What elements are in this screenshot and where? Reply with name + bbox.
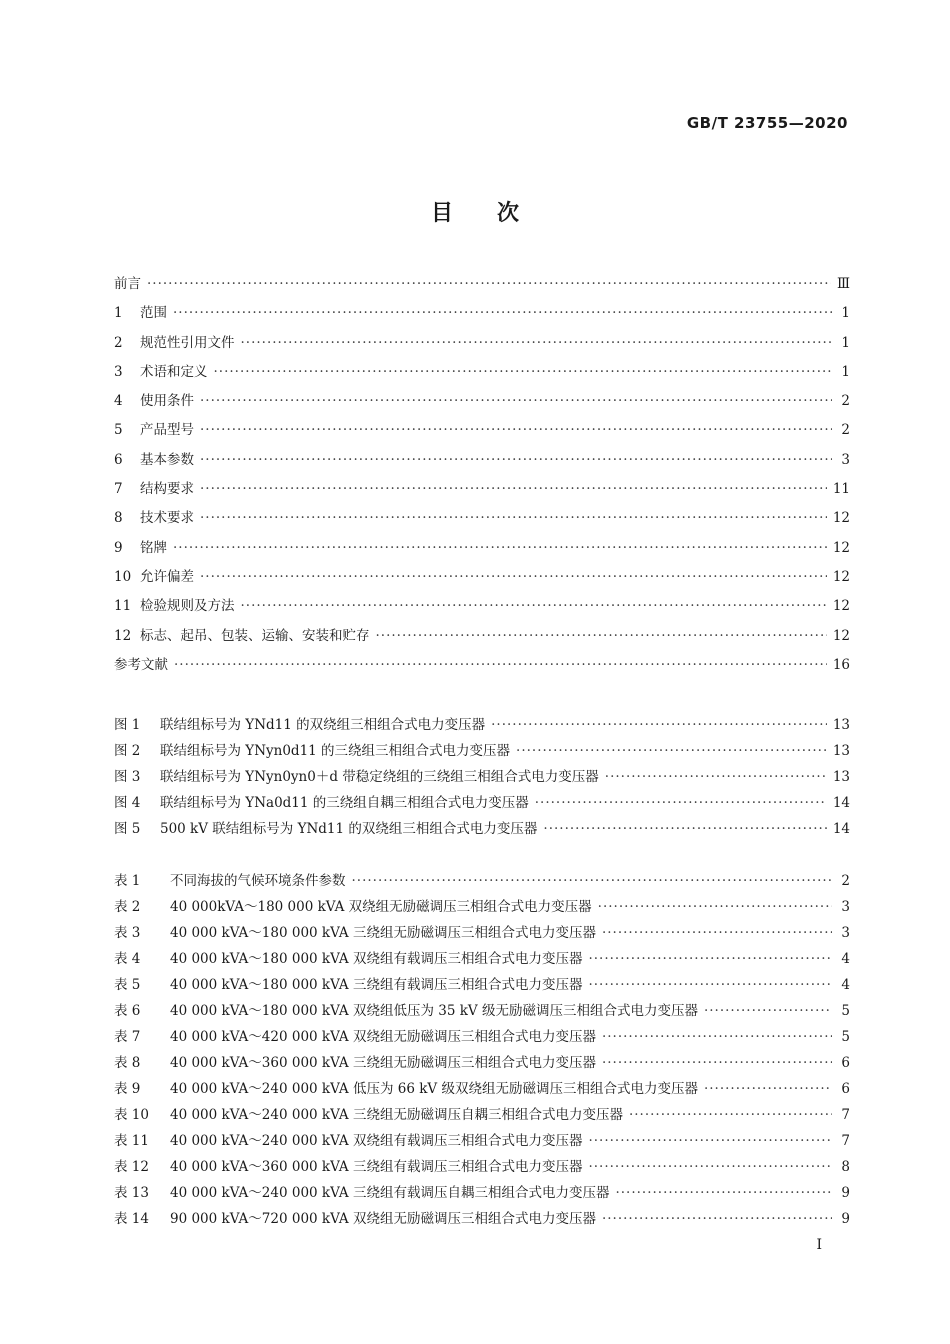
toc-entry-number: 表 2 [114,899,141,915]
toc-entry[interactable] [114,362,850,391]
toc-entry-number: 表 4 [114,951,141,967]
toc-entry-page: 7 [841,1107,850,1123]
toc-entry-label: 40 000 kVA～360 000 kVA 三绕组有载调压三相组合式电力变压器 [170,1159,583,1175]
leader-dots [376,626,827,646]
toc-entry-page: 11 [832,481,850,498]
toc-entry-label: 规范性引用文件 [140,334,235,351]
toc-entry[interactable] [114,793,850,819]
toc-entry-page: 8 [841,1159,850,1175]
toc-entry[interactable] [114,420,850,449]
toc-entry-number: 表 8 [114,1055,141,1071]
toc-entry-page: 12 [832,598,850,615]
toc-entry[interactable] [114,741,850,767]
leader-dots [615,1183,832,1203]
toc-entry-number: 表 9 [114,1081,141,1097]
toc-entry-number: 9 [114,539,123,556]
toc-entry-page: 12 [832,568,850,585]
toc-entry-label: 40 000 kVA～360 000 kVA 三绕组无励磁调压三相组合式电力变压器 [170,1055,596,1071]
toc-entry-number: 图 4 [114,795,141,811]
leader-dots [588,975,832,995]
toc-entry-label: 40 000 kVA～240 000 kVA 低压为 66 kV 级双绕组无励磁调压三相组合式电力变压器 [170,1081,698,1097]
toc-entry-number: 2 [114,334,123,351]
toc-entry-label: 联结组标号为 YNyn0yn0＋d 带稳定绕组的三绕组三相组合式电力变压器 [160,769,599,785]
toc-entry-number: 6 [114,451,123,468]
toc-entry-page: 7 [841,1133,850,1149]
toc-entry-number: 7 [114,481,123,498]
leader-dots [598,897,832,917]
toc-entry[interactable] [114,508,850,537]
toc-entry-number: 3 [114,363,123,380]
toc-entry[interactable] [114,1053,850,1079]
toc-entry-page: 13 [832,717,850,733]
leader-dots [516,741,827,761]
toc-entry-label: 前言 [114,276,141,292]
toc-entry[interactable] [114,923,850,949]
leader-dots [352,871,833,891]
toc-entry-page: 13 [832,743,850,759]
leader-dots [173,303,832,323]
leader-dots [602,1027,832,1047]
page-number: I [816,1237,822,1253]
toc-entry-label: 40 000 kVA～240 000 kVA 三绕组无励磁调压自耦三相组合式电力变压器 [170,1107,623,1123]
toc-entry[interactable] [114,949,850,975]
toc-entry[interactable] [114,871,850,897]
toc-entry-label: 40 000kVA～180 000 kVA 双绕组无励磁调压三相组合式电力变压器 [170,899,592,915]
leader-dots [605,767,827,787]
toc-entry-page: 3 [841,899,850,915]
toc-entry-label: 允许偏差 [140,568,194,585]
toc-entry[interactable] [114,655,850,684]
toc-entry-label: 结构要求 [140,481,194,498]
leader-dots [200,508,827,528]
leader-dots [704,1079,832,1099]
toc-entry-page: 5 [841,1029,850,1045]
toc-entry-number: 表 11 [114,1133,149,1149]
toc-entry-number: 表 6 [114,1003,141,1019]
leader-dots [241,333,833,353]
toc-entry-number: 11 [114,598,132,615]
toc-entry-page: 16 [832,656,850,673]
leader-dots [491,715,827,735]
toc-entry-number: 表 1 [114,873,141,889]
toc-entry[interactable] [114,1183,850,1209]
leader-dots [200,450,832,470]
toc-figures-section [114,715,850,845]
page-title: 目次 [430,201,563,226]
toc-entry-page: 4 [841,977,850,993]
toc-entry-page: 9 [841,1211,850,1227]
toc-entry-number: 表 14 [114,1211,149,1227]
toc-entry[interactable] [114,538,850,567]
toc-entry-page: 9 [841,1185,850,1201]
toc-entry[interactable] [114,479,850,508]
toc-entry-number: 图 2 [114,743,141,759]
leader-dots [173,538,827,558]
toc-entry-label: 参考文献 [114,656,168,673]
toc-entry-label: 40 000 kVA～240 000 kVA 双绕组有载调压三相组合式电力变压器 [170,1133,583,1149]
toc-tables-section [114,871,850,1235]
toc-entry-label: 技术要求 [140,510,194,527]
toc-entry-label: 使用条件 [140,393,194,410]
toc-entry[interactable] [114,897,850,923]
toc-entry-page: 1 [841,305,850,322]
leader-dots [588,949,832,969]
toc-entry[interactable] [114,1209,850,1235]
toc-entry-page: 14 [832,821,850,837]
toc-entry[interactable] [114,819,850,845]
toc-entry-number: 表 10 [114,1107,149,1123]
toc-entry-page: 6 [841,1055,850,1071]
toc-entry-label: 联结组标号为 YNd11 的双绕组三相组合式电力变压器 [160,717,486,733]
leader-dots [200,479,827,499]
toc-entry[interactable] [114,303,850,332]
standard-code: GB/T 23755—2020 [686,114,848,132]
leader-dots [588,1157,832,1177]
leader-dots [602,1209,832,1229]
toc-entry-label: 40 000 kVA～180 000 kVA 双绕组低压为 35 kV 级无励磁调压三相组合式电力变压器 [170,1003,698,1019]
toc-entry-label: 500 kV 联结组标号为 YNd11 的双绕组三相组合式电力变压器 [160,821,538,837]
toc-entry[interactable] [114,274,850,303]
toc-entry[interactable] [114,1027,850,1053]
toc-entry-number: 8 [114,510,123,527]
toc-entry-number: 图 3 [114,769,141,785]
toc-entry-number: 10 [114,568,132,585]
toc-entry-number: 1 [114,305,123,322]
toc-entry-number: 5 [114,422,123,439]
leader-dots [241,596,827,616]
toc-entry[interactable] [114,975,850,1001]
toc-entry[interactable] [114,1131,850,1157]
leader-dots [200,567,827,587]
toc-entry[interactable] [114,1001,850,1027]
toc-entry-number: 4 [114,393,123,410]
toc-entry[interactable] [114,596,850,625]
toc-entry[interactable] [114,626,850,655]
toc-entry[interactable] [114,715,850,741]
toc-entry-page: 2 [841,393,850,410]
toc-entry-page: 3 [841,925,850,941]
toc-entry-page: 6 [841,1081,850,1097]
toc-entry[interactable] [114,567,850,596]
toc-entry-number: 表 12 [114,1159,149,1175]
toc-entry-page: 3 [841,451,850,468]
toc-entry-label: 联结组标号为 YNa0d11 的三绕组自耦三相组合式电力变压器 [160,795,529,811]
toc-entry-number: 12 [114,627,132,644]
toc-entry-label: 术语和定义 [140,363,208,380]
toc-entry-page: 12 [832,627,850,644]
leader-dots [535,793,827,813]
leader-dots [629,1105,832,1125]
toc-entry-label: 范围 [140,305,167,322]
toc-entry-label: 40 000 kVA～420 000 kVA 双绕组无励磁调压三相组合式电力变压器 [170,1029,596,1045]
toc-entry-page: Ⅲ [836,276,850,292]
toc-entry-page: 2 [841,873,850,889]
toc-entry-page: 12 [832,510,850,527]
toc-entry-page: 12 [832,539,850,556]
toc-entry-label: 40 000 kVA～180 000 kVA 双绕组有载调压三相组合式电力变压器 [170,951,583,967]
toc-entry[interactable] [114,767,850,793]
toc-entry-label: 检验规则及方法 [140,598,235,615]
toc-entry-page: 5 [841,1003,850,1019]
toc-entry[interactable] [114,1157,850,1183]
toc-entry[interactable] [114,1079,850,1105]
toc-entry[interactable] [114,333,850,362]
leader-dots [147,274,831,294]
toc-entry-number: 图 5 [114,821,141,837]
toc-entry-label: 40 000 kVA～240 000 kVA 三绕组有载调压自耦三相组合式电力变压器 [170,1185,610,1201]
leader-dots [588,1131,832,1151]
toc-entry-label: 40 000 kVA～180 000 kVA 三绕组有载调压三相组合式电力变压器 [170,977,583,993]
toc-entry-page: 14 [832,795,850,811]
leader-dots [602,923,832,943]
toc-entry-number: 图 1 [114,717,141,733]
toc-entry-label: 不同海拔的气候环境条件参数 [170,873,346,889]
leader-dots [214,362,833,382]
toc-entry-label: 联结组标号为 YNyn0d11 的三绕组三相组合式电力变压器 [160,743,511,759]
toc-entry-page: 1 [841,363,850,380]
toc-entry-label: 标志、起吊、包装、运输、安装和贮存 [140,627,370,644]
toc-main-section [114,274,850,684]
leader-dots [543,819,826,839]
toc-entry[interactable] [114,391,850,420]
leader-dots [602,1053,832,1073]
toc-entry-label: 90 000 kVA～720 000 kVA 双绕组无励磁调压三相组合式电力变压器 [170,1211,596,1227]
toc-entry-page: 4 [841,951,850,967]
toc-entry-page: 1 [841,334,850,351]
toc-entry-number: 表 3 [114,925,141,941]
toc-entry-label: 40 000 kVA～180 000 kVA 三绕组无励磁调压三相组合式电力变压器 [170,925,596,941]
toc-entry-number: 表 13 [114,1185,149,1201]
toc-entry-label: 铭牌 [140,539,167,556]
toc-entry-label: 基本参数 [140,451,194,468]
toc-entry-number: 表 7 [114,1029,141,1045]
toc-entry-page: 13 [832,769,850,785]
toc-entry[interactable] [114,1105,850,1131]
toc-entry-label: 产品型号 [140,422,194,439]
toc-entry-page: 2 [841,422,850,439]
leader-dots [200,391,832,411]
toc-entry[interactable] [114,450,850,479]
leader-dots [200,420,832,440]
leader-dots [704,1001,832,1021]
leader-dots [174,655,827,675]
toc-entry-number: 表 5 [114,977,141,993]
